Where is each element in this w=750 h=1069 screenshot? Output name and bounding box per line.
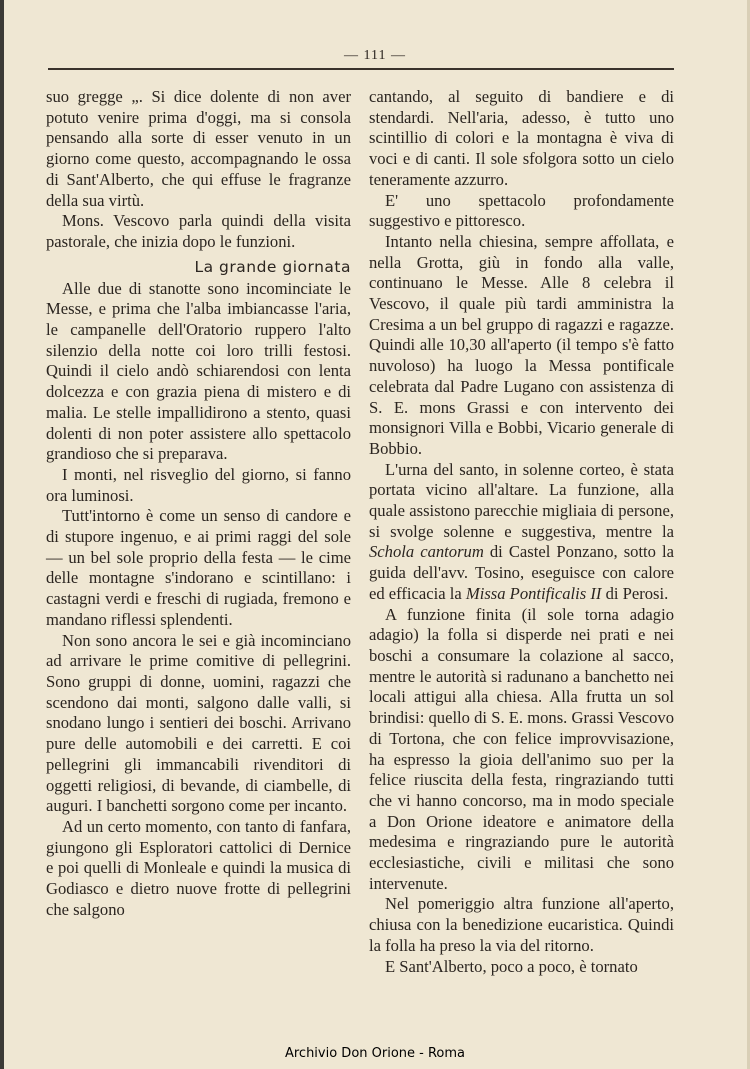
paragraph <box>369 460 674 605</box>
paragraph: I monti, nel risveglio del giorno, si fanno ora luminosi. <box>46 464 351 505</box>
italic-title: Schola cantorum <box>369 542 484 562</box>
paragraph: Intanto nella chiesina, sempre affollata, e nella Grotta, giù in fondo alla valle, continuano le Messe. Alle 8 celebra il Vescovo, il quale più tardi amministra la Cresima a un bel gruppo di ragazzi e ragazze. Quindi alle 10,30 all'aperto (il tempo s'è fatto nuvoloso) ha luogo la Messa pontificale celebrata dal Padre Lugano con assistenza di S. E. mons Grassi e con intervento dei monsignori Villa e Bobbi, Vicario generale di Bobbio. <box>369 231 674 458</box>
text-run: di Castel Ponzano, sotto la guida dell'avv. Tosino, eseguisce con calore ed efficacia la <box>369 542 674 603</box>
paragraph: E' uno spettacolo profondamente suggestivo e pittoresco. <box>369 190 674 231</box>
paragraph: Mons. Vescovo parla quindi della visita pastorale, che inizia dopo le funzioni. <box>46 211 351 251</box>
paragraph: Non sono ancora le sei e già incominciano ad arrivare le prime comitive di pellegrini. Sono gruppi di donne, uomini, ragazzi che scendono dai monti, salgono dalle valli, si snodano lungo i sentieri dei boschi. Arrivano pure delle automobili e dei carretti. E coi pellegrini gli immancabili rivenditori di oggetti religiosi, di bevande, di ciambelle, di auguri. I banchetti sorgono come per incanto. <box>46 630 351 816</box>
header-rule <box>48 68 674 70</box>
right-column <box>369 87 674 977</box>
paragraph: Nel pomeriggio altra funzione all'aperto, chiusa con la benedizione eucaristica. Quindi la folla ha preso la via del ritorno. <box>369 894 674 955</box>
left-column <box>46 87 351 920</box>
paragraph: Alle due di stanotte sono incominciate le Messe, e prima che l'alba imbiancasse l'aria, le campanelle dell'Oratorio ruppero l'alto silenzio della notte coi loro trilli festosi. Quindi il cielo andò schiarendosi con lenta dolcezza e con grazia piena di mistero e di malia. Le stelle impallidirono a stento, quasi dolenti di non poter assistere allo spettacolo grandioso che si preparava. <box>46 278 351 464</box>
section-heading: La grande giornata <box>194 257 351 276</box>
italic-title: Missa Pontificalis II <box>465 583 602 603</box>
page-number: — 111 — <box>344 48 406 63</box>
text-run: L'urna del santo, in solenne corteo, è stata portata vicino all'altare. La funzione, alla quale assistono parecchie migliaia di persone, si svolge solenne e suggestiva, mentre la <box>369 459 674 541</box>
archive-watermark: Archivio Don Orione - Roma <box>284 1046 466 1061</box>
paragraph: Ad un certo momento, con tanto di fanfara, giungono gli Esploratori cattolici di Dernice e poi quelli di Monleale e quindi la musica di Godiasco e dietro nuove frotte di pellegrini che salgono <box>46 816 351 919</box>
paragraph: suo gregge „. Si dice dolente di non aver potuto venire prima d'oggi, ma si consola pensando alla sorte di esser venuto in un giorno come questo, accompagnando le ossa di Sant'Alberto, che qui effuse le fragranze della sua virtù. <box>46 87 351 210</box>
paragraph: E Sant'Alberto, poco a poco, è tornato <box>385 956 638 976</box>
text-run: di Perosi. <box>605 583 669 603</box>
paragraph: cantando, al seguito di bandiere e di stendardi. Nell'aria, adesso, è tutto uno scintillio di colori e la montagna è viva di voci e di canti. Il sole sfolgora sotto un cielo teneramente azzurro. <box>369 87 674 189</box>
paragraph: A funzione finita (il sole torna adagio adagio) la folla si disperde nei prati e nei boschi a consumare la colazione al sacco, mentre le autorità si radunano a banchetto nei locali attigui alla chiesa. Alla frutta un sol brindisi: quello di S. E. mons. Grassi Vescovo di Tortona, che con felice improvvisazione, ha espresso la gioia dell'animo suo per la felice riuscita della festa, ringraziando tutti che vi hanno concorso, ma in modo speciale a Don Orione ideatore e animatore della medesima e ringraziando pure le autorità ecclesiastiche, civili e militasi che sono intervenute. <box>369 604 674 893</box>
scan-edge <box>0 0 4 1069</box>
paragraph: Tutt'intorno è come un senso di candore e di stupore ingenuo, e ai primi raggi del sole — un bel sole proprio della festa — le cime delle montagne s'indorano e scintillano: i castagni verdi e freschi di rugiada, fremono e mandano riflessi splendenti. <box>46 506 351 629</box>
